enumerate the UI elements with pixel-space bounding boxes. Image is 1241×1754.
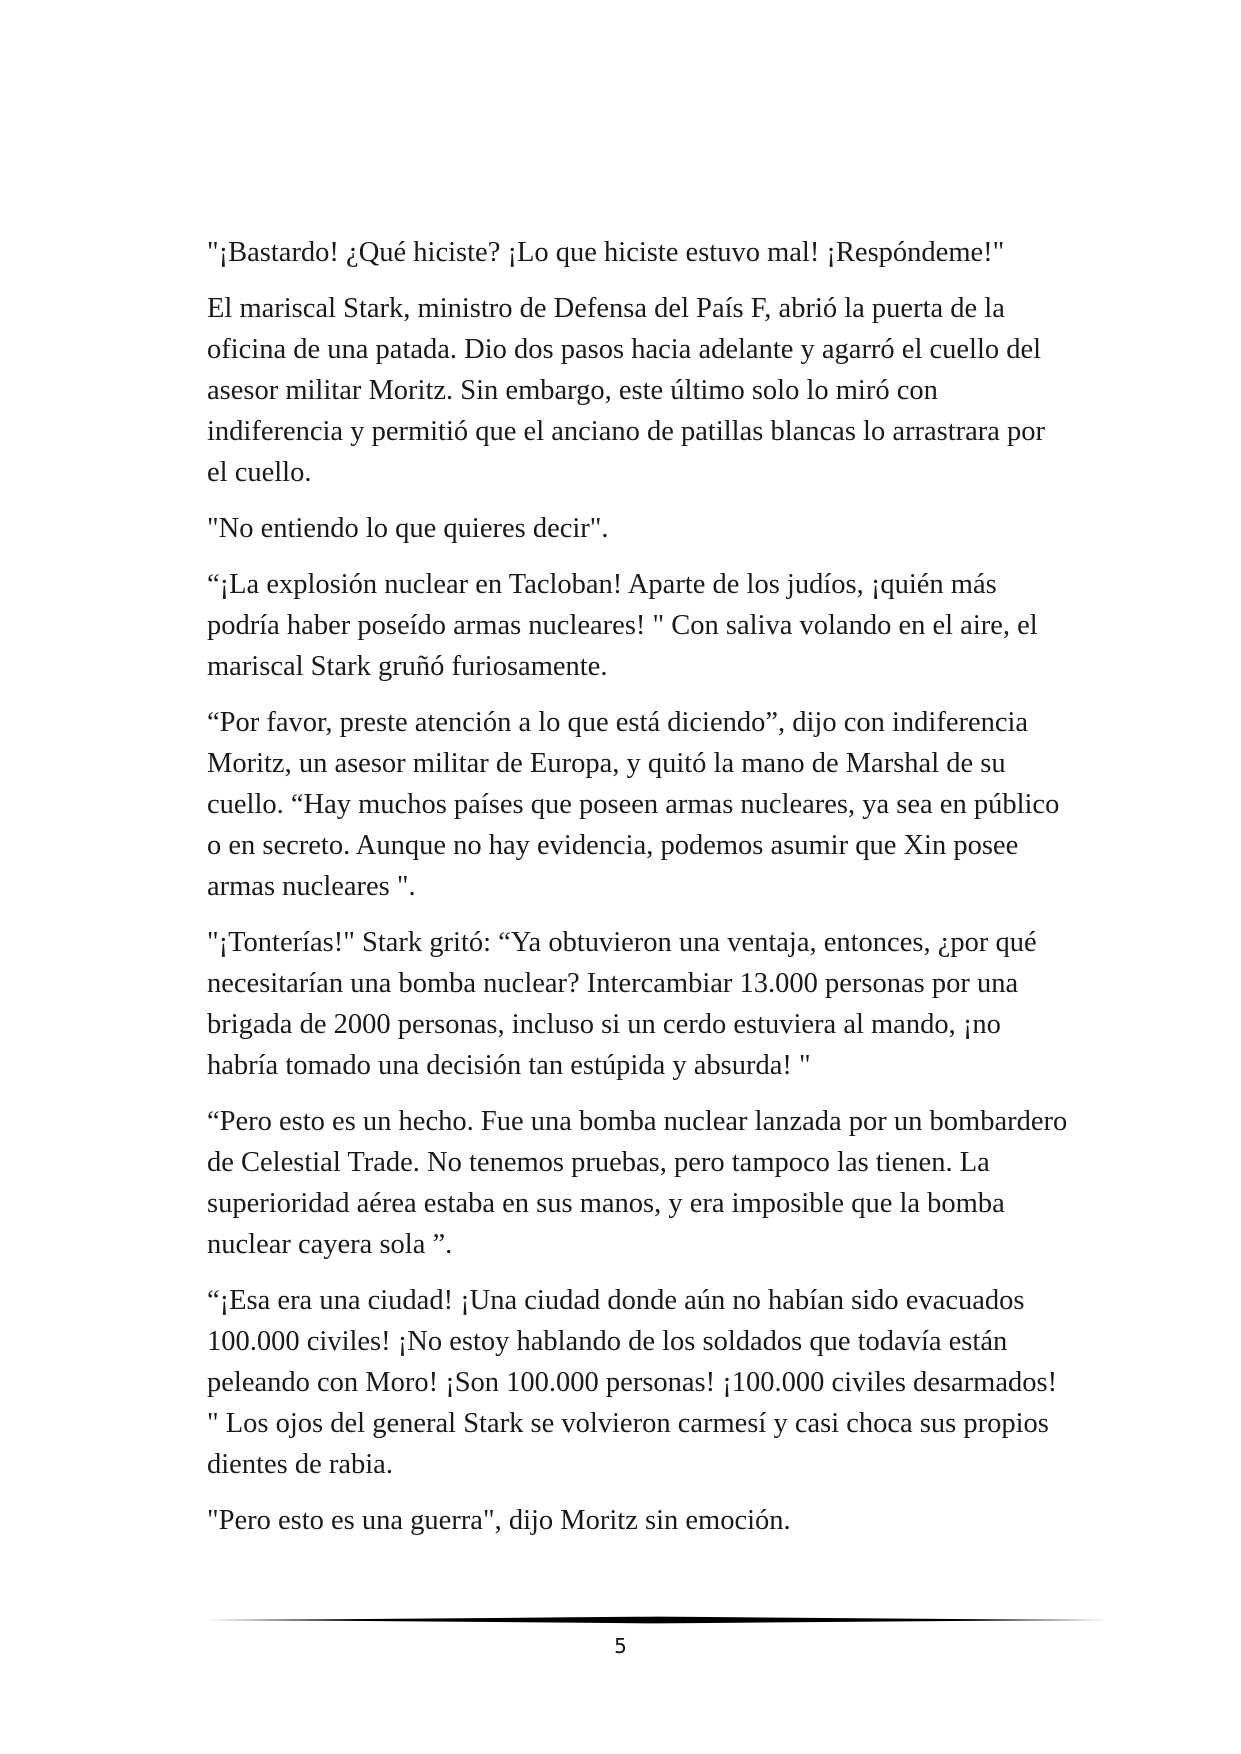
paragraph: El mariscal Stark, ministro de Defensa del País F, abrió la puerta de la oficina de una patada. Dio dos pasos hacia adelante y agarró el cuello del asesor militar Moritz. Sin embargo, este último solo lo miró con indiferencia y permitió que el anciano de patillas blancas lo arrastrara por el cuello.: [207, 293, 1046, 488]
paragraph: “¡La explosión nuclear en Tacloban! Aparte de los judíos, ¡quién más podría haber poseído armas nucleares! " Con saliva volando en el aire, el mariscal Stark gruñó furiosamente.: [207, 569, 1038, 682]
body-text: [207, 232, 1069, 1556]
paragraph: “Por favor, preste atención a lo que está diciendo”, dijo con indiferencia Moritz, un asesor militar de Europa, y quitó la mano de Marshal de su cuello. “Hay muchos países que poseen armas nucleares, ya sea en público o en secreto. Aunque no hay evidencia, podemos asumir que Xin posee armas nucleares ".: [207, 707, 1060, 902]
paragraph: "¡Bastardo! ¿Qué hiciste? ¡Lo que hiciste estuvo mal! ¡Respóndeme!": [207, 237, 1005, 268]
paragraph: "No entiendo lo que quieres decir".: [207, 513, 609, 544]
footer-divider: [207, 1614, 1107, 1626]
paragraph: “¡Esa era una ciudad! ¡Una ciudad donde aún no habían sido evacuados 100.000 civiles! ¡No estoy hablando de los soldados que todavía están peleando con Moro! ¡Son 100.000 personas! ¡100.000 civiles desarmados! " Los ojos del general Stark se volvieron carmesí y casi choca sus propios dientes de rabia.: [207, 1285, 1058, 1480]
paragraph: "Pero esto es una guerra", dijo Moritz sin emoción.: [207, 1505, 791, 1536]
paragraph: "¡Tonterías!" Stark gritó: “Ya obtuvieron una ventaja, entonces, ¿por qué necesitarían una bomba nuclear? Intercambiar 13.000 personas por una brigada de 2000 personas, incluso si un cerdo estuviera al mando, ¡no habría tomado una decisión tan estúpida y absurda! ": [207, 927, 1037, 1081]
page-number: 5: [614, 1634, 627, 1658]
paragraph: “Pero esto es un hecho. Fue una bomba nuclear lanzada por un bombardero de Celestial Trade. No tenemos pruebas, pero tampoco las tienen. La superioridad aérea estaba en sus manos, y era imposible que la bomba nuclear cayera sola ”.: [207, 1106, 1068, 1260]
